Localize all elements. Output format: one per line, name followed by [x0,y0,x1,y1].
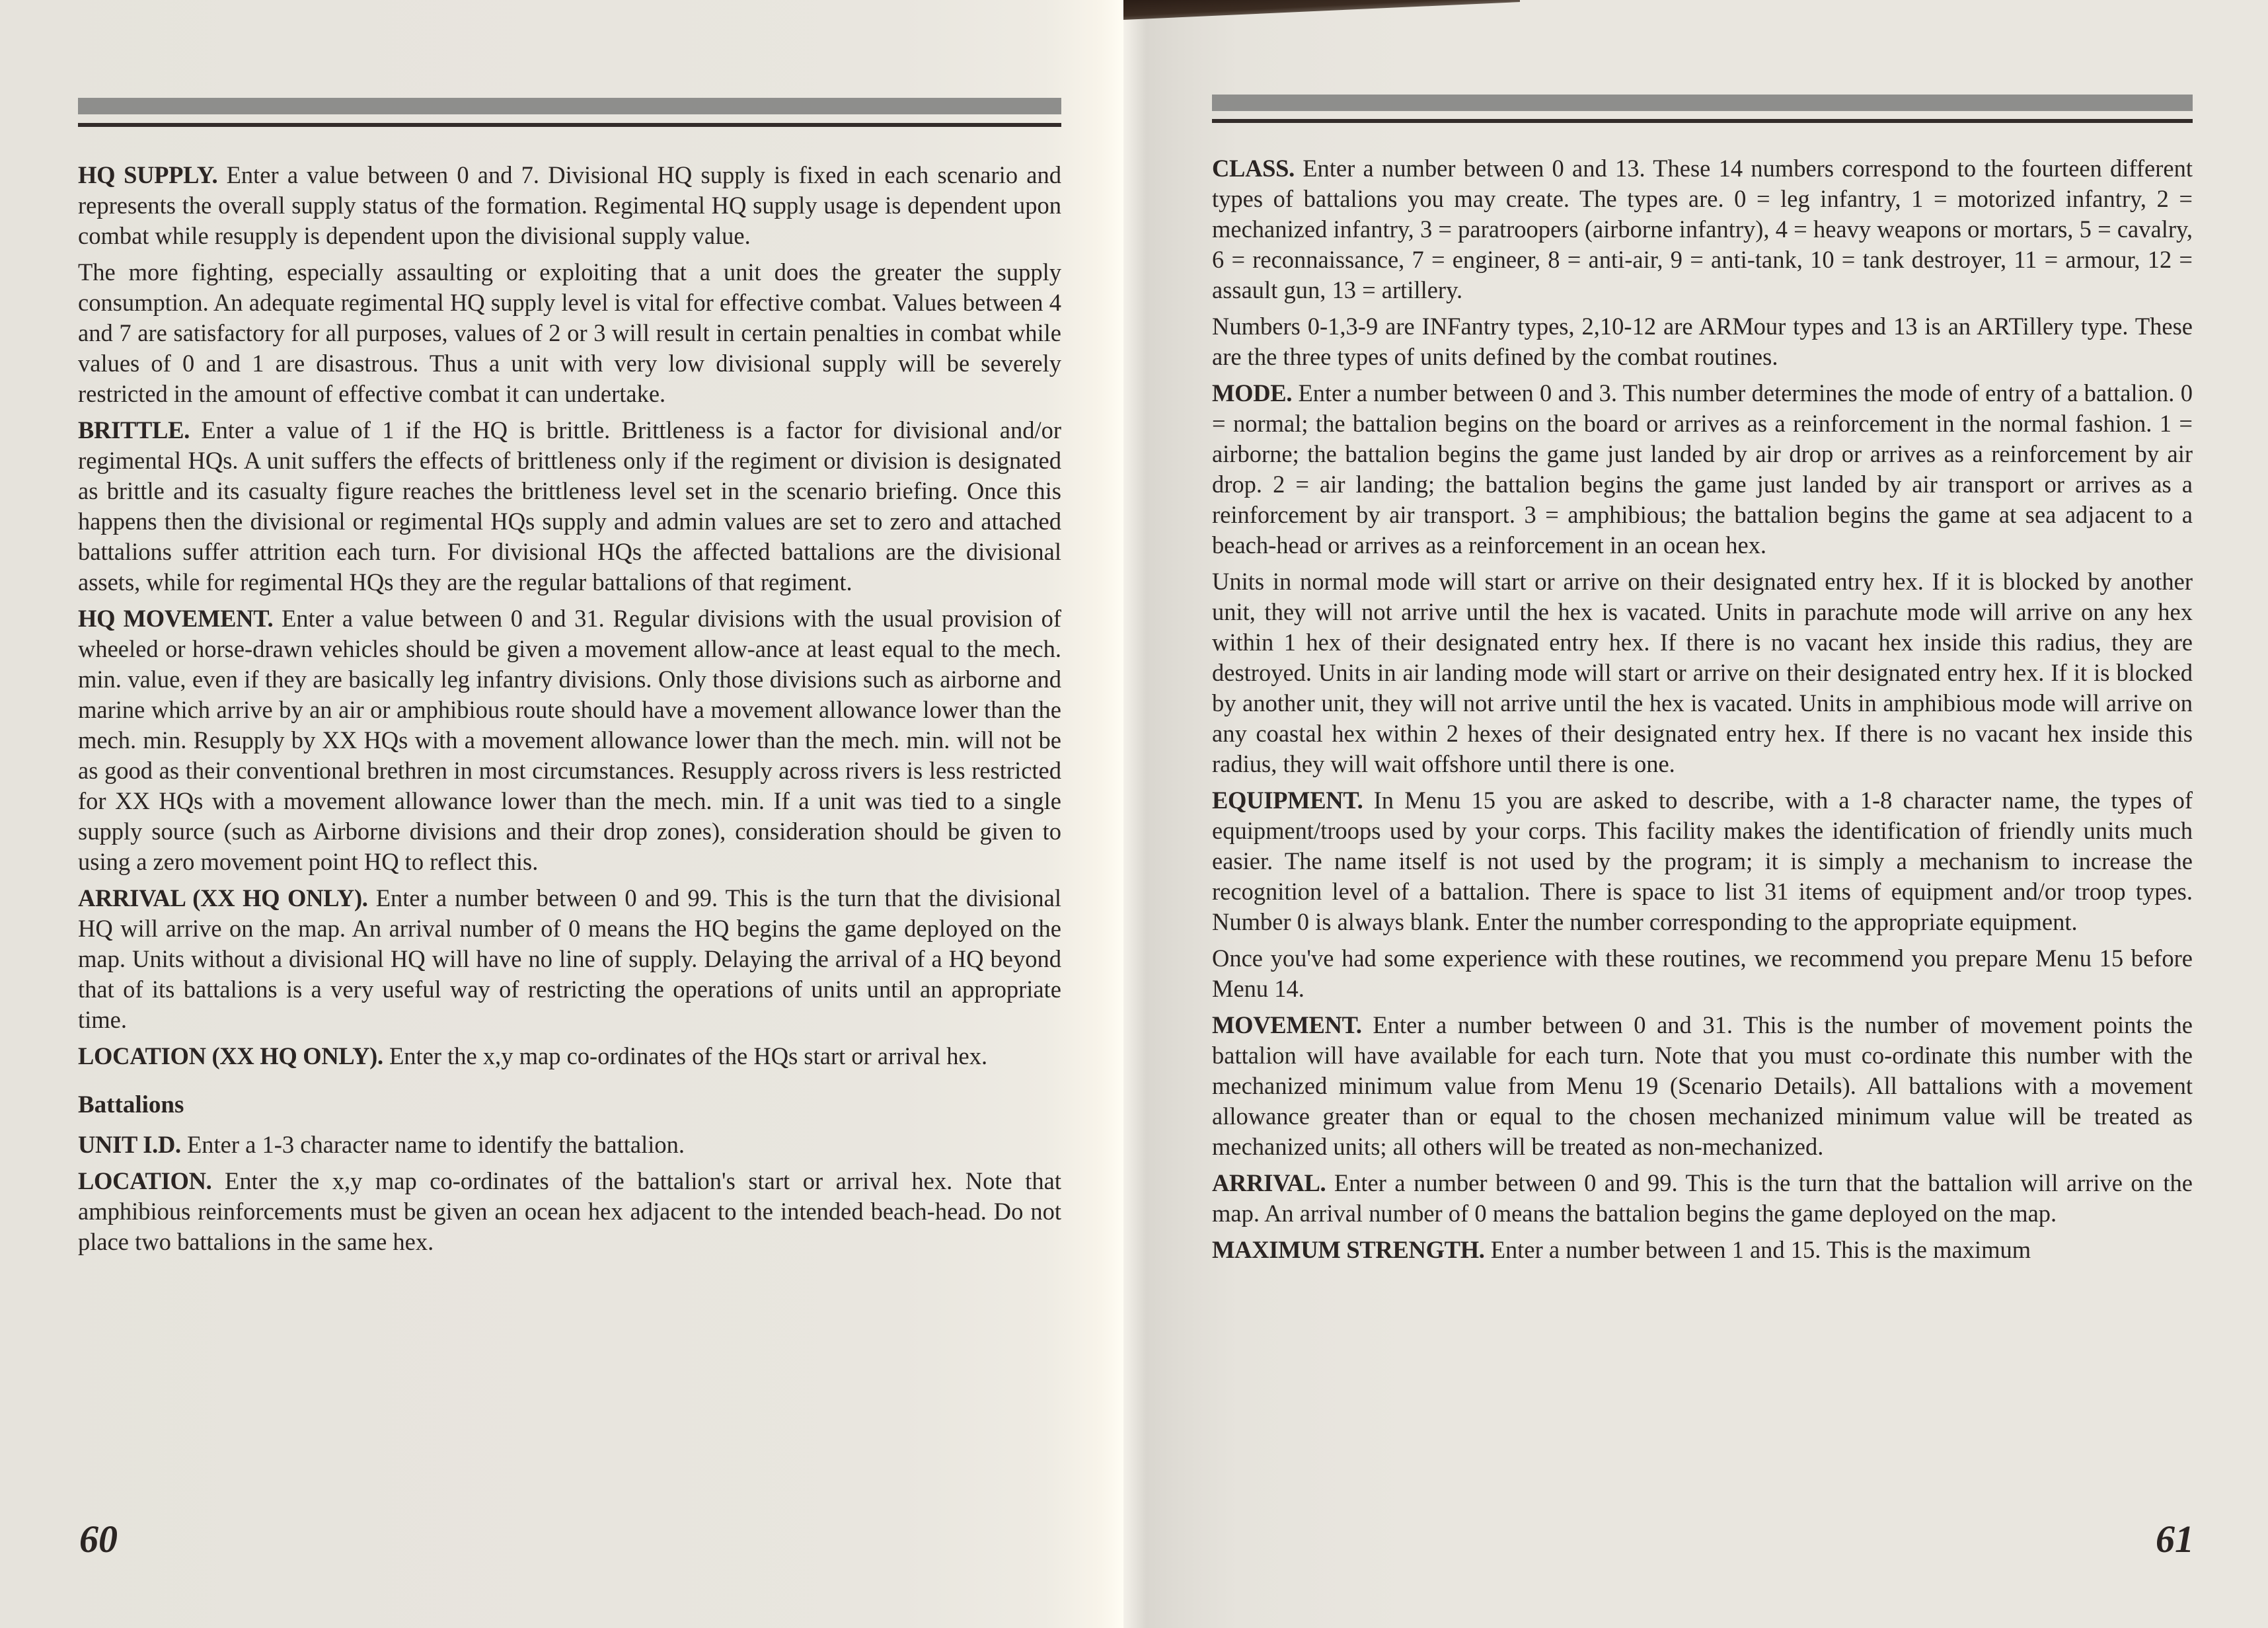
term: LOCATION (XX HQ ONLY). [78,1042,383,1069]
body: Numbers 0-1,3-9 are INFantry types, 2,10-12 are ARMour types and 13 is an ARTillery type. These are the three types of units defined by the combat routines. [1212,313,2193,370]
body: Enter a value between 0 and 31. Regular divisions with the usual provision of wheeled or horse-drawn vehicles should be given a movement allow-ance at least equal to the mech. min. value, even if they are basically leg infantry divisions. Only those divisions such as airborne and marine which arrive by an air or amphibious route should have a movement allowance lower than the mech. min. Resupply by XX HQs with a movement allowance lower than the mech. min. will not be as good as their conventional brethren in most circumstances. Resupply across rivers is less restricted for XX HQs with a movement allowance lower than the mech. min. If a unit was tied to a single supply source (such as Airborne divisions and their drop zones), consideration should be given to using a zero movement point HQ to reflect this. [78,605,1061,875]
body: Enter a value between 0 and 7. Divisional HQ supply is fixed in each scenario and represents the overall supply status of the formation. Regimental HQ supply usage is dependent upon combat while resupply is dependent upon the divisional supply value. [78,161,1061,249]
body: Enter a number between 0 and 99. This is the turn that the divisional HQ will arrive on the map. An arrival number of 0 means the HQ begins the game deployed on the map. Units without a divisional HQ will have no line of supply. Delaying the arrival of a HQ beyond that of its battalions is a very useful way of restricting the operations of units until an appropriate time. [78,884,1061,1033]
paragraph-entry-modes [1212,566,2193,779]
right-header-bar [1212,95,2193,111]
right-column [1212,153,2193,1271]
paragraph-location [78,1166,1061,1257]
paragraph-arrival-xx-hq [78,883,1061,1035]
body: The more fighting, especially assaulting or exploiting that a unit does the greater the supply consumption. An adequate regimental HQ supply level is vital for effective combat. Values between 4 and 7 are satisfactory for all purposes, values of 2 or 3 will result in certain penalties in combat while values of 0 and 1 are disastrous. Thus a unit with very low divisional supply will be severely restricted in the amount of effective combat it can undertake. [78,258,1061,407]
section-heading-battalions: Battalions [78,1091,184,1118]
term: HQ MOVEMENT. [78,605,274,632]
paragraph-equipment [1212,785,2193,937]
term: LOCATION. [78,1167,212,1194]
body: In Menu 15 you are asked to describe, with a 1-8 character name, the types of equipment/troops used by your corps. This facility makes the identification of friendly units much easier. The name itself is not used by the program; it is simply a mechanism to increase the recognition level of a battalion. There is space to list 31 items of equipment and/or troop types. Number 0 is always blank. Enter the number corresponding to the appropriate equipment. [1212,787,2193,935]
term: MAXIMUM STRENGTH. [1212,1236,1485,1263]
paragraph-maximum-strength [1212,1235,2193,1265]
paragraph-hq-supply [78,160,1061,251]
paragraph-supply-consumption [78,257,1061,409]
page-number-left: 60 [79,1518,118,1561]
body: Enter the x,y map co-ordinates of the HQs start or arrival hex. [383,1042,988,1069]
paragraph-class [1212,153,2193,305]
term: HQ SUPPLY. [78,161,218,188]
page-number-right: 61 [2156,1518,2194,1561]
paragraph-arrival [1212,1168,2193,1229]
term: BRITTLE. [78,416,190,444]
paragraph-unit-types [1212,311,2193,372]
paragraph-hq-movement [78,603,1061,877]
left-header-rule [78,123,1061,127]
body: Enter a number between 0 and 13. These 14 numbers correspond to the fourteen different types of battalions you may create. The types are. 0 = leg infantry, 1 = motorized infantry, 2 = mechanized infantry, 3 = paratroopers (airborne infantry), 4 = heavy weapons or mortars, 5 = cavalry, 6 = reconnaissance, 7 = engineer, 8 = anti-air, 9 = anti-tank, 10 = tank destroyer, 11 = armour, 12 = assault gun, 13 = artillery. [1212,155,2193,303]
left-header-bar [78,98,1061,114]
body: Once you've had some experience with these routines, we recommend you prepare Menu 15 before Menu 14. [1212,945,2193,1002]
left-column [78,160,1061,1263]
paragraph-location-xx-hq [78,1041,1061,1071]
paragraph-mode [1212,378,2193,561]
body: Enter the x,y map co-ordinates of the battalion's start or arrival hex. Note that amphibious reinforcements must be given an ocean hex adjacent to the intended beach-head. Do not place two battalions in the same hex. [78,1167,1061,1255]
term: MODE. [1212,379,1293,407]
body: Enter a value of 1 if the HQ is brittle. Brittleness is a factor for divisional and/or regimental HQs. A unit suffers the effects of brittleness only if the regiment or division is designated as brittle and its casualty figure reaches the brittleness level set in the scenario briefing. Once this happens then the divisional or regimental HQs supply and admin values are set to zero and attached battalions suffer attrition each turn. For divisional HQs the affected battalions are the divisional assets, while for regimental HQs they are the regular battalions of that regiment. [78,416,1061,596]
term: EQUIPMENT. [1212,787,1363,814]
term: ARRIVAL. [1212,1169,1326,1196]
paragraph-menu-order [1212,943,2193,1004]
body: Enter a 1-3 character name to identify the battalion. [180,1131,685,1158]
body: Enter a number between 0 and 3. This number determines the mode of entry of a battalion. 0 = normal; the battalion begins on the board or arrives as a reinforcement in the normal fashion. 1 = airborne; the battalion begins the game just landed by air drop or arrives as a reinforcement by air drop. 2 = air landing; the battalion begins the game just landed by air transport or arrives as a reinforcement by air transport. 3 = amphibious; the battalion begins the game at sea adjacent to a beach-head or arrives as a reinforcement in an ocean hex. [1212,379,2193,559]
body: Enter a number between 0 and 31. This is the number of movement points the battalion will have available for each turn. Note that you must co-ordinate this number with the mechanized minimum value from Menu 19 (Scenario Details). All battalions with a movement allowance greater than or equal to the chosen mechanized minimum value will be treated as mechanized units; all others will be treated as non-mechanized. [1212,1011,2193,1160]
term: ARRIVAL (XX HQ ONLY). [78,884,368,911]
body: Enter a number between 1 and 15. This is the maximum [1484,1236,2031,1263]
paragraph-brittle [78,415,1061,598]
right-header-rule [1212,119,2193,123]
paragraph-movement [1212,1010,2193,1162]
term: MOVEMENT. [1212,1011,1362,1038]
paragraph-unit-id [78,1130,1061,1160]
body: Units in normal mode will start or arrive on their designated entry hex. If it is blocked by another unit, they will not arrive until the hex is vacated. Units in parachute mode will arrive on any hex within 1 hex of their designated entry hex. If there is no vacant hex inside this radius, they are destroyed. Units in air landing mode will start or arrive on their designated entry hex. If it is blocked by another unit, they will not arrive until the hex is vacated. Units in amphibious mode will arrive on any coastal hex within 2 hexes of their designated entry hex. If there is no vacant hex inside this radius, they will wait offshore until there is one. [1212,568,2193,777]
term: CLASS. [1212,155,1295,182]
term: UNIT I.D. [78,1131,181,1158]
body: Enter a number between 0 and 99. This is the turn that the battalion will arrive on the map. An arrival number of 0 means the battalion begins the game deployed on the map. [1212,1169,2193,1227]
